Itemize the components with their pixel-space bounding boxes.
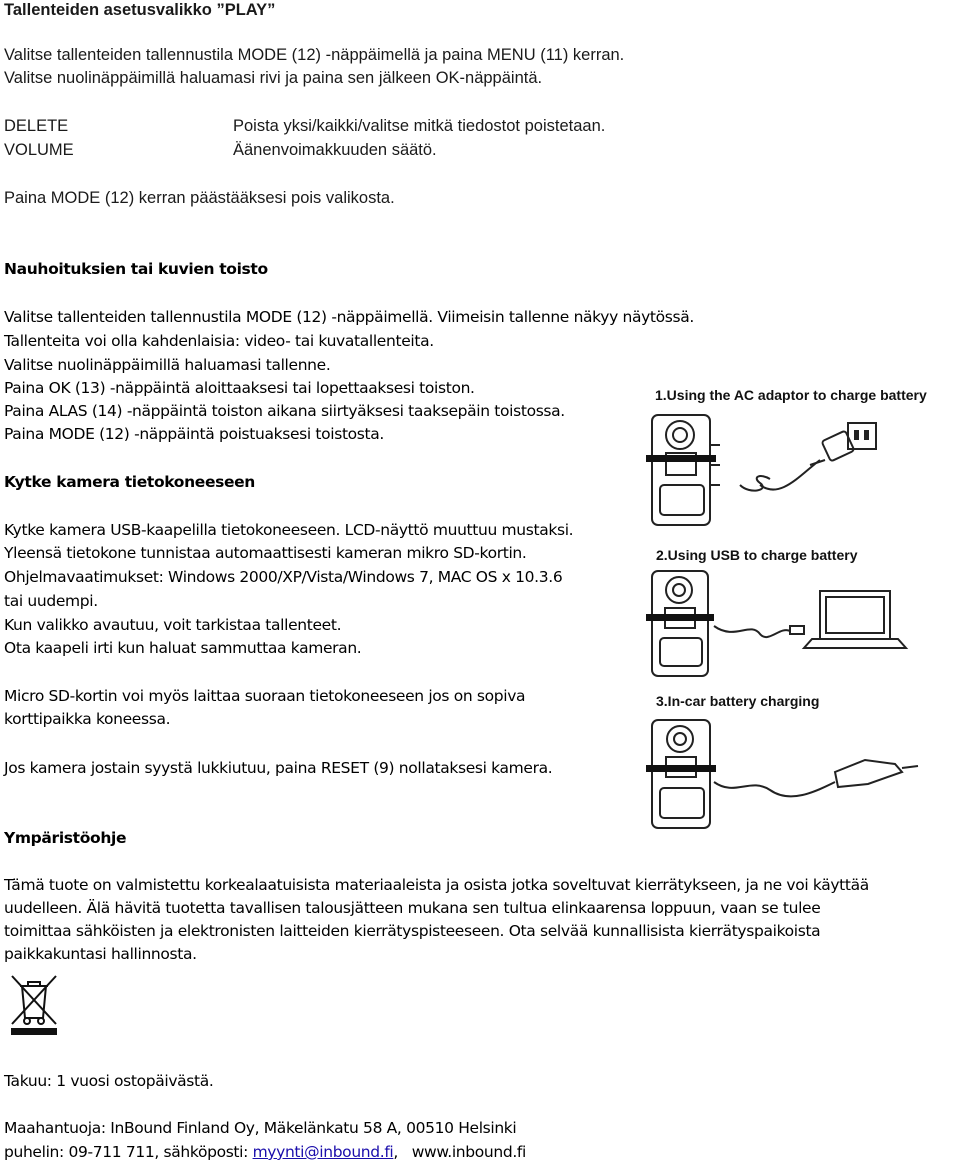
environment-heading: Ympäristöohje xyxy=(4,829,127,847)
figure-2-usb-illustration xyxy=(640,566,940,681)
option-desc-volume: Äänenvoimakkuuden säätö. xyxy=(233,141,437,159)
sd-note-line-2: korttipaikka koneessa. xyxy=(4,710,171,728)
play-menu-heading: Tallenteiden asetusvalikko ”PLAY” xyxy=(4,1,276,19)
environment-line-4: paikkakuntasi hallinnosta. xyxy=(4,945,197,963)
importer-text: Maahantuoja: InBound Finland Oy, Mäkelänkatu 58 A, 00510 Helsinki xyxy=(4,1119,517,1137)
reset-note: Jos kamera jostain syystä lukkiutuu, paina RESET (9) nollataksesi kamera. xyxy=(4,759,553,777)
computer-line-1: Kytke kamera USB-kaapelilla tietokoneeseen. LCD-näyttö muuttuu mustaksi. xyxy=(4,521,574,539)
playback-line-4: Paina OK (13) -näppäintä aloittaaksesi tai lopettaaksesi toiston. xyxy=(4,379,475,397)
figure-3-caption: 3.In-car battery charging xyxy=(656,693,820,709)
computer-heading: Kytke kamera tietokoneeseen xyxy=(4,473,255,491)
playback-line-5: Paina ALAS (14) -näppäintä toiston aikana siirtyäksesi taaksepäin toistossa. xyxy=(4,402,565,420)
play-menu-intro-line-2: Valitse nuolinäppäimillä haluamasi rivi ja paina sen jälkeen OK-näppäintä. xyxy=(4,69,543,87)
playback-line-6: Paina MODE (12) -näppäintä poistuaksesi toistosta. xyxy=(4,425,384,443)
playback-line-2: Tallenteita voi olla kahdenlaisia: video- tai kuvatallenteita. xyxy=(4,332,434,350)
phone-label: puhelin: 09-711 711, sähköposti: xyxy=(4,1143,253,1161)
computer-line-6: Ota kaapeli irti kun haluat sammuttaa kameran. xyxy=(4,639,362,657)
contact-separator: , xyxy=(393,1143,398,1161)
computer-line-2: Yleensä tietokone tunnistaa automaattisesti kameran mikro SD-kortin. xyxy=(4,544,527,562)
computer-line-5: Kun valikko avautuu, voit tarkistaa tallenteet. xyxy=(4,616,342,634)
option-term-volume: VOLUME xyxy=(4,141,74,159)
computer-line-3: Ohjelmavaatimukset: Windows 2000/XP/Vista/Windows 7, MAC OS x 10.3.6 xyxy=(4,568,563,586)
computer-line-4: tai uudempi. xyxy=(4,592,98,610)
option-desc-delete: Poista yksi/kaikki/valitse mitkä tiedostot poistetaan. xyxy=(233,117,606,135)
crossed-out-wheelie-bin-icon xyxy=(8,972,60,1036)
playback-heading: Nauhoituksien tai kuvien toisto xyxy=(4,260,268,278)
figure-1-ac-adaptor-illustration xyxy=(640,405,940,535)
play-menu-intro-line-1: Valitse tallenteiden tallennustila MODE (12) -näppäimellä ja paina MENU (11) kerran. xyxy=(4,46,625,64)
email-link[interactable]: myynti@inbound.fi xyxy=(252,1143,394,1161)
website-text: www.inbound.fi xyxy=(411,1143,526,1161)
figure-3-car-charger-illustration xyxy=(640,712,940,837)
playback-line-1: Valitse tallenteiden tallennustila MODE (12) -näppäimellä. Viimeisin tallenne näkyy näytössä. xyxy=(4,308,694,326)
option-term-delete: DELETE xyxy=(4,117,69,135)
environment-line-2: uudelleen. Älä hävitä tuotetta tavallisen talousjätteen mukana sen tultua elinkaarensa loppuun, vaan se tulee xyxy=(4,899,821,917)
warranty-text: Takuu: 1 vuosi ostopäivästä. xyxy=(4,1072,214,1090)
sd-note-line-1: Micro SD-kortin voi myös laittaa suoraan tietokoneeseen jos on sopiva xyxy=(4,687,526,705)
figure-1-caption: 1.Using the AC adaptor to charge battery xyxy=(655,387,927,403)
play-menu-exit: Paina MODE (12) kerran päästääksesi pois valikosta. xyxy=(4,189,395,207)
playback-line-3: Valitse nuolinäppäimillä haluamasi tallenne. xyxy=(4,356,331,374)
figure-2-caption: 2.Using USB to charge battery xyxy=(656,547,858,563)
environment-line-1: Tämä tuote on valmistettu korkealaatuisista materiaaleista ja osista jotka soveltuvat kierrätykseen, ja ne voi käyttää xyxy=(4,876,869,894)
contact-line xyxy=(4,1141,526,1164)
environment-line-3: toimittaa sähköisten ja elektronisten laitteiden kierrätyspisteeseen. Ota selvää kunnallisista kierrätyspaikoista xyxy=(4,922,821,940)
